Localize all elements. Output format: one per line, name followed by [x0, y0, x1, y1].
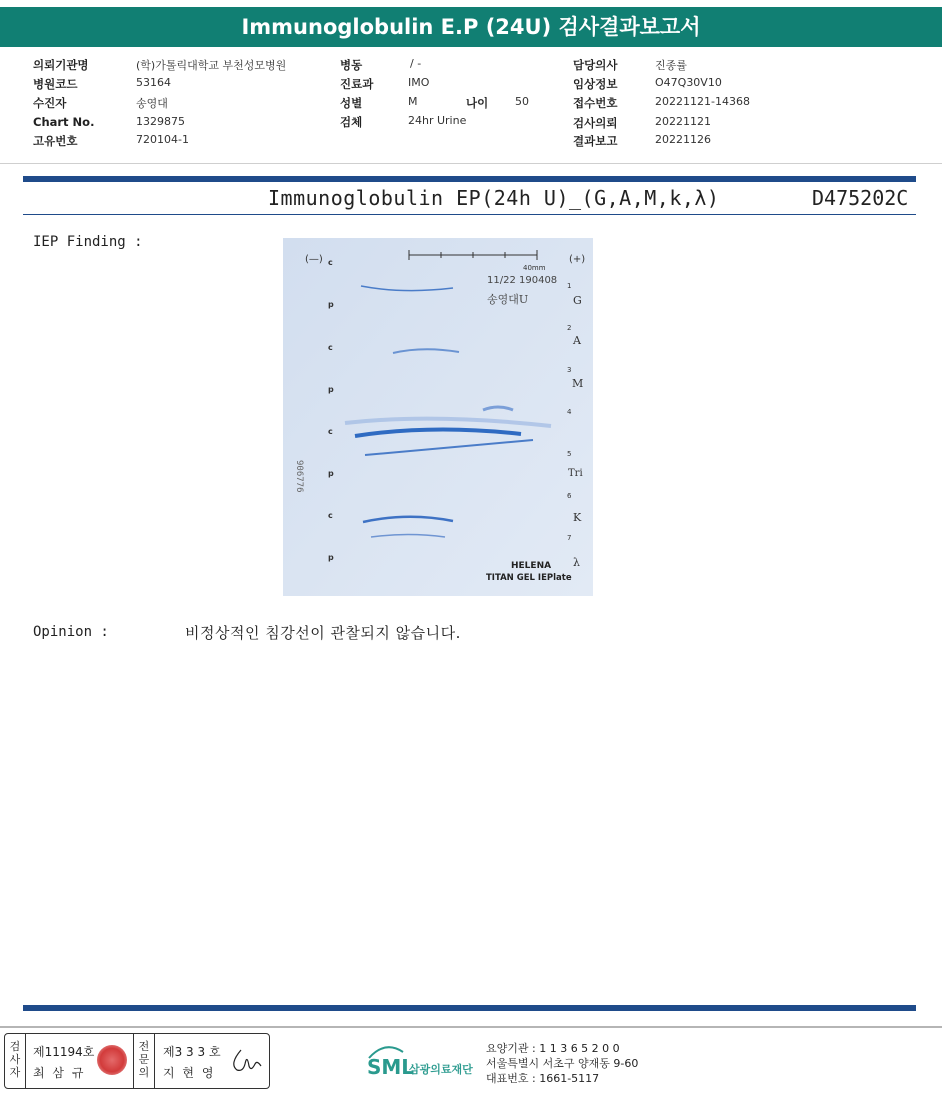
value-doctor: 진종률	[655, 59, 687, 72]
well-label: c	[328, 258, 333, 267]
org-info	[486, 1041, 638, 1086]
label-clinical-info: 임상정보	[573, 77, 618, 91]
well-label: c	[328, 511, 333, 520]
result-top-rule	[23, 176, 916, 182]
label-ward: 병동	[340, 58, 363, 72]
sml-logo	[365, 1040, 485, 1088]
antiserum-label: G	[573, 294, 582, 307]
org-info-line: 대표번호 : 1661-5117	[486, 1072, 600, 1085]
gel-date-label: 11/22 190408	[487, 275, 558, 286]
trough-number: 3	[567, 366, 572, 374]
trough-number: 4	[567, 408, 572, 416]
examiner-label: 검사자	[9, 1040, 21, 1079]
label-doctor: 담당의사	[573, 58, 618, 72]
signature-scribble	[227, 1046, 263, 1076]
trough-number: 5	[567, 450, 572, 458]
well-label: c	[328, 343, 333, 352]
label-sex: 성별	[340, 96, 363, 110]
value-test-request: 20221121	[655, 115, 711, 128]
org-info-line: 요양기관 : 1 1 3 6 5 2 0 0	[486, 1042, 620, 1055]
trough-number: 1	[567, 282, 572, 290]
value-chart-no: 1329875	[136, 115, 185, 128]
label-requesting-institution: 의뢰기관명	[33, 58, 89, 72]
org-name: 삼광의료재단	[409, 1063, 473, 1076]
value-result-report: 20221126	[655, 133, 711, 146]
signature-box	[4, 1033, 270, 1089]
seal-stamp	[97, 1045, 127, 1075]
value-requesting-institution: (학)가톨릭대학교 부천성모병원	[136, 59, 287, 72]
test-title: Immunoglobulin EP(24h U)_(G,A,M,k,λ)	[268, 186, 720, 210]
trough-number: 7	[567, 534, 572, 542]
opinion-label: Opinion :	[33, 624, 109, 640]
specialist-name: 지 현 영	[163, 1066, 216, 1080]
opinion-text: 비정상적인 침강선이 관찰되지 않습니다.	[185, 624, 461, 642]
label-test-request: 검사의뢰	[573, 116, 618, 130]
value-receipt-no: 20221121-14368	[655, 95, 750, 108]
value-patient: 송영대	[136, 97, 168, 110]
gel-serial-number: 906776	[294, 460, 304, 493]
label-chart-no: Chart No.	[33, 115, 95, 129]
well-label: p	[328, 469, 334, 478]
test-code: D475202C	[812, 186, 909, 210]
value-sex: M	[408, 95, 418, 108]
value-department: IMO	[408, 76, 430, 89]
label-hospital-code: 병원코드	[33, 77, 78, 91]
antiserum-label: A	[573, 334, 581, 347]
label-result-report: 결과보고	[573, 134, 618, 148]
scale-label: 40mm	[523, 264, 546, 272]
patient-info-header	[0, 53, 942, 161]
iep-finding-label: IEP Finding :	[33, 234, 143, 250]
value-clinical-info: O47Q30V10	[655, 76, 722, 89]
gel-brand: HELENA	[511, 561, 552, 571]
gel-name-label: 송영대U	[487, 293, 529, 306]
test-title-underline	[23, 214, 916, 215]
value-ward: / -	[410, 57, 422, 70]
label-department: 진료과	[340, 77, 374, 91]
label-unique-no: 고유번호	[33, 134, 78, 148]
trough-number: 6	[567, 492, 572, 500]
org-info-line: 서울특별시 서초구 양재동 9-60	[486, 1057, 639, 1070]
iep-gel-image	[283, 238, 593, 596]
label-specimen: 검체	[340, 115, 363, 129]
report-title: Immunoglobulin E.P (24U) 검사결과보고서	[0, 7, 942, 47]
value-hospital-code: 53164	[136, 76, 171, 89]
minus-electrode-label: (—)	[305, 254, 323, 265]
plus-electrode-label: (+)	[569, 254, 586, 265]
antiserum-label: Tri	[568, 468, 583, 479]
label-patient: 수진자	[33, 96, 67, 110]
well-label: p	[328, 300, 334, 309]
trough-number: 2	[567, 324, 572, 332]
specialist-license-no: 제3 3 3 호	[163, 1045, 221, 1059]
specialist-label: 전문의	[138, 1040, 150, 1079]
header-divider	[0, 163, 942, 164]
well-label: c	[328, 427, 333, 436]
label-age: 나이	[466, 96, 489, 110]
antiserum-label: M	[572, 377, 584, 390]
well-label: p	[328, 385, 334, 394]
value-specimen: 24hr Urine	[408, 114, 467, 127]
label-receipt-no: 접수번호	[573, 96, 618, 110]
antiserum-label: K	[573, 511, 582, 524]
gel-plate-name: TITAN GEL IEPlate	[486, 573, 572, 583]
examiner-name: 최 삼 규	[33, 1066, 86, 1080]
footer-divider	[0, 1026, 942, 1028]
well-label: p	[328, 553, 334, 562]
examiner-license-no: 제11194호	[33, 1045, 95, 1059]
logo-text: SML	[367, 1055, 415, 1079]
result-bottom-rule	[23, 1005, 916, 1011]
antiserum-label: λ	[573, 556, 580, 569]
value-unique-no: 720104-1	[136, 133, 189, 146]
value-age: 50	[515, 95, 529, 108]
footer	[0, 1030, 942, 1097]
